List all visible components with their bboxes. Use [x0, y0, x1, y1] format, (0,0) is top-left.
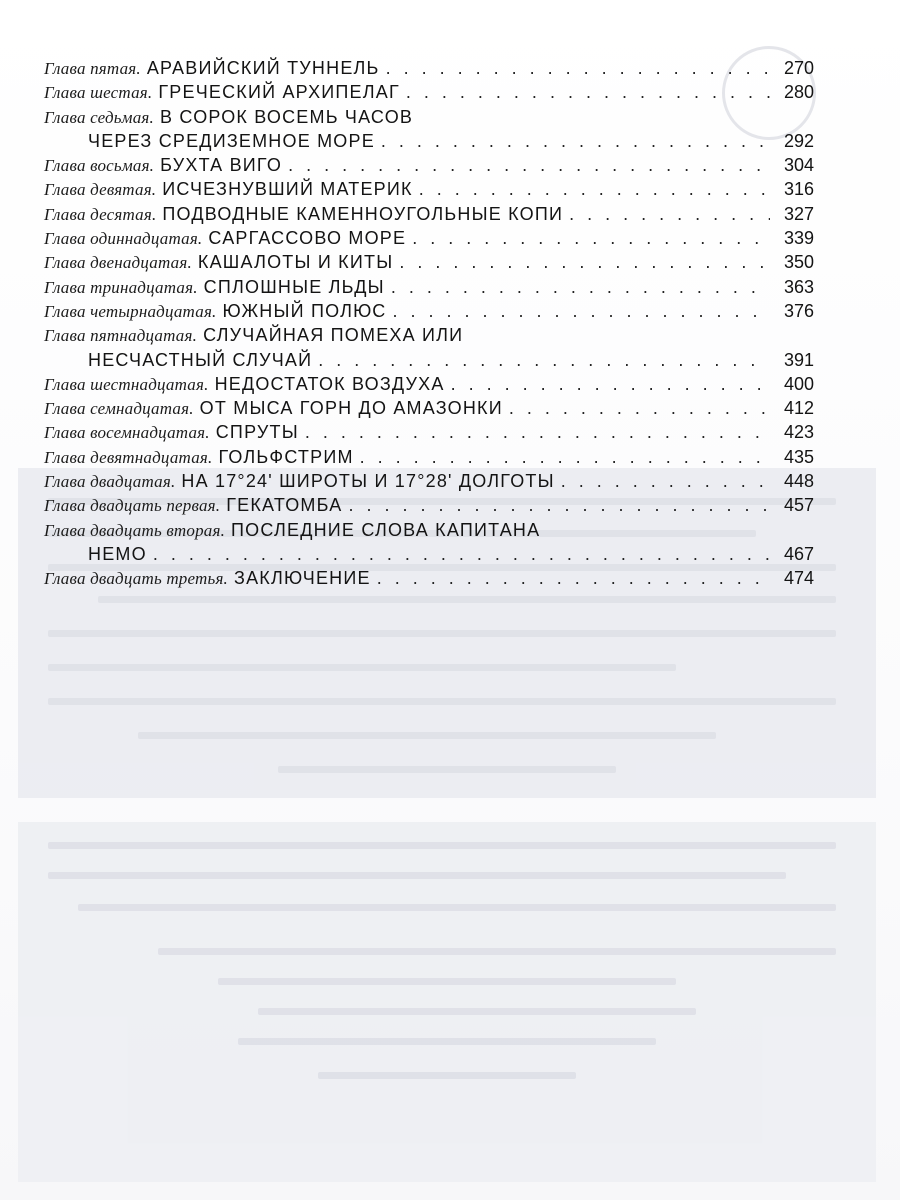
dot-leader: [153, 544, 770, 565]
page-number: 339: [783, 228, 814, 249]
page-number: 423: [783, 422, 814, 443]
dot-leader: [377, 568, 770, 589]
chapter-title: ЮЖНЫЙ ПОЛЮС: [222, 300, 387, 321]
page-number: 391: [783, 349, 814, 370]
chapter-number: Глава двадцать первая.: [44, 496, 221, 516]
toc-entry: [44, 179, 814, 203]
toc-entry: [44, 447, 814, 471]
chapter-number: Глава двенадцатая.: [44, 253, 192, 273]
page-number: 350: [783, 252, 814, 273]
page-number: 292: [783, 130, 814, 151]
dot-leader: [386, 58, 770, 79]
dot-leader: [348, 495, 770, 516]
chapter-title: ГРЕЧЕСКИЙ АРХИПЕЛАГ: [158, 82, 400, 103]
toc-entry: [44, 495, 814, 519]
chapter-title: БУХТА ВИГО: [160, 155, 283, 176]
chapter-title: САРГАССОВО МОРЕ: [208, 228, 407, 249]
dot-leader: [569, 204, 770, 225]
page-number: 327: [783, 203, 814, 224]
chapter-number: Глава двадцатая.: [44, 472, 176, 492]
show-through-block-lower: [18, 822, 876, 1182]
toc-entry: [44, 107, 814, 131]
toc-entry: [44, 155, 814, 179]
toc-entry: [44, 422, 814, 446]
table-of-contents: [44, 58, 814, 593]
dot-leader: [412, 228, 770, 249]
dot-leader: [288, 155, 770, 176]
chapter-title-continued: НЕСЧАСТНЫЙ СЛУЧАЙ: [88, 349, 313, 370]
chapter-title-continued: НЕМО: [88, 543, 147, 564]
toc-entry: [44, 82, 814, 106]
page-number: 435: [783, 446, 814, 467]
toc-entry-continuation: [44, 350, 814, 374]
toc-entry: [44, 520, 814, 544]
dot-leader: [561, 471, 770, 492]
toc-entry: [44, 301, 814, 325]
chapter-number: Глава четырнадцатая.: [44, 301, 217, 321]
page-number: 304: [783, 155, 814, 176]
chapter-title: ГЕКАТОМБА: [226, 495, 343, 516]
chapter-title: ПОСЛЕДНИЕ СЛОВА КАПИТАНА: [231, 519, 541, 540]
chapter-title: ИСЧЕЗНУВШИЙ МАТЕРИК: [162, 179, 413, 200]
chapter-title: СПЛОШНЫЕ ЛЬДЫ: [203, 276, 385, 297]
page-number: 270: [783, 58, 814, 78]
chapter-number: Глава семнадцатая.: [44, 399, 194, 419]
chapter-title: АРАВИЙСКИЙ ТУННЕЛЬ: [146, 58, 380, 78]
toc-entry-continuation: [44, 131, 814, 155]
toc-entry-continuation: [44, 544, 814, 568]
dot-leader: [419, 179, 770, 200]
dot-leader: [399, 252, 770, 273]
chapter-title: НЕДОСТАТОК ВОЗДУХА: [214, 373, 445, 394]
chapter-number: Глава девятая.: [44, 180, 157, 200]
toc-entry: [44, 374, 814, 398]
toc-entry: [44, 252, 814, 276]
toc-entry: [44, 398, 814, 422]
toc-entry: [44, 277, 814, 301]
chapter-number: Глава шестая.: [44, 83, 153, 103]
dot-leader: [393, 301, 770, 322]
chapter-number: Глава одиннадцатая.: [44, 229, 203, 249]
page-number: 412: [783, 398, 814, 419]
dot-leader: [381, 131, 770, 152]
dot-leader: [509, 398, 770, 419]
chapter-number: Глава тринадцатая.: [44, 277, 198, 297]
page-number: 448: [783, 471, 814, 492]
page-number: 280: [783, 82, 814, 103]
chapter-title: В СОРОК ВОСЕМЬ ЧАСОВ: [159, 106, 414, 127]
dot-leader: [451, 374, 770, 395]
page-number: 467: [783, 543, 814, 564]
chapter-title: СЛУЧАЙНАЯ ПОМЕХА ИЛИ: [203, 325, 464, 346]
chapter-title: ГОЛЬФСТРИМ: [218, 446, 354, 467]
page-number: 400: [783, 373, 814, 394]
chapter-title: СПРУТЫ: [215, 422, 299, 443]
chapter-number: Глава двадцать третья.: [44, 569, 228, 589]
toc-entry: [44, 228, 814, 252]
toc-entry: [44, 204, 814, 228]
chapter-number: Глава восемнадцатая.: [44, 423, 210, 443]
chapter-number: Глава восьмая.: [44, 156, 155, 176]
toc-entry: [44, 568, 814, 592]
page-number: 316: [783, 179, 814, 200]
dot-leader: [391, 277, 770, 298]
dot-leader: [305, 422, 770, 443]
toc-entry: [44, 325, 814, 349]
chapter-number: Глава девятнадцатая.: [44, 447, 213, 467]
page-number: 376: [783, 300, 814, 321]
page-number: 363: [783, 276, 814, 297]
page-number: 474: [783, 568, 814, 589]
toc-entry: [44, 471, 814, 495]
dot-leader: [406, 82, 770, 103]
chapter-number: Глава пятнадцатая.: [44, 326, 198, 346]
dot-leader: [318, 350, 770, 371]
dot-leader: [360, 447, 770, 468]
chapter-number: Глава седьмая.: [44, 107, 154, 127]
chapter-number: Глава десятая.: [44, 204, 157, 224]
chapter-title: ОТ МЫСА ГОРН ДО АМАЗОНКИ: [199, 398, 503, 419]
page-number: 457: [783, 495, 814, 516]
chapter-title: ПОДВОДНЫЕ КАМЕННОУГОЛЬНЫЕ КОПИ: [162, 203, 564, 224]
toc-entry: [44, 58, 814, 82]
chapter-number: Глава шестнадцатая.: [44, 374, 209, 394]
chapter-number: Глава двадцать вторая.: [44, 520, 226, 540]
chapter-title-continued: ЧЕРЕЗ СРЕДИЗЕМНОЕ МОРЕ: [88, 130, 375, 151]
chapter-title: ЗАКЛЮЧЕНИЕ: [234, 568, 371, 589]
chapter-title: КАШАЛОТЫ И КИТЫ: [197, 252, 394, 273]
chapter-title: НА 17°24' ШИРОТЫ И 17°28' ДОЛГОТЫ: [181, 471, 555, 492]
chapter-number: Глава пятая.: [44, 59, 141, 78]
